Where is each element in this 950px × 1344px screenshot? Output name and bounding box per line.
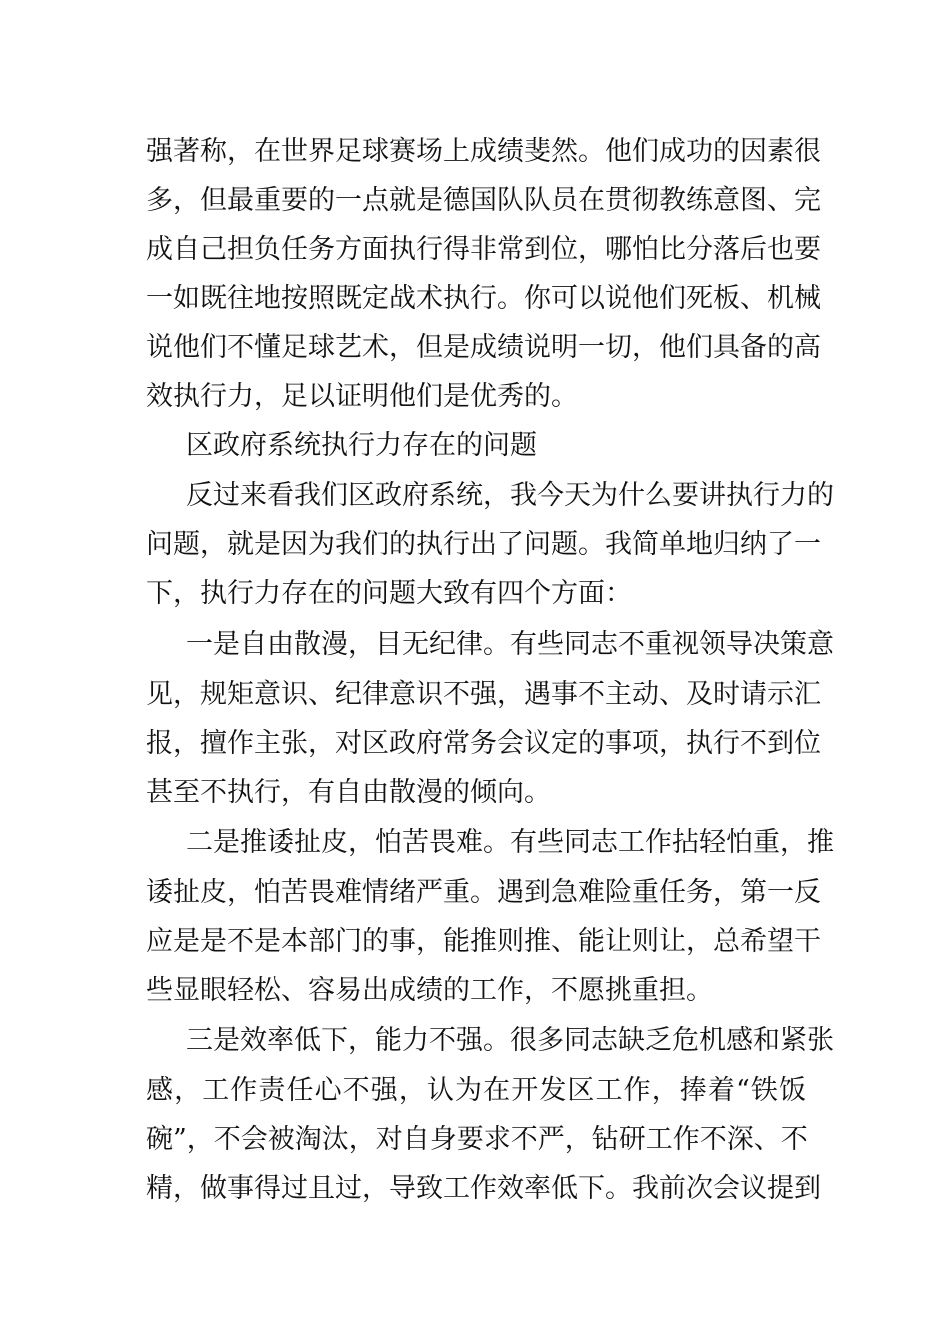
- text-line: 一是自由散漫，目无纪律。有些同志不重视领导决策意: [186, 629, 834, 660]
- text-line: 效执行力，足以证明他们是优秀的。: [146, 381, 578, 412]
- text-line: 一如既往地按照既定战术执行。你可以说他们死板、机械: [146, 283, 821, 314]
- text-line: 甚至不执行，有自由散漫的倾向。: [146, 777, 551, 808]
- text-line: 精，做事得过且过，导致工作效率低下。我前次会议提到: [146, 1173, 821, 1204]
- text-line: 碗”，不会被淘汰，对自身要求不严，钻研工作不深、不: [146, 1124, 808, 1155]
- text-line: 报，擅作主张，对区政府常务会议定的事项，执行不到位: [146, 728, 821, 759]
- text-line: 见，规矩意识、纪律意识不强，遇事不主动、及时请示汇: [146, 679, 821, 710]
- text-line: 些显眼轻松、容易出成绩的工作，不愿挑重担。: [146, 975, 713, 1006]
- text-line: 问题，就是因为我们的执行出了问题。我简单地归纳了一: [146, 529, 821, 560]
- text-line: 说他们不懂足球艺术，但是成绩说明一切，他们具备的高: [146, 332, 821, 363]
- text-line: 二是推诿扯皮，怕苦畏难。有些同志工作拈轻怕重，推: [186, 827, 834, 858]
- text-line: 强著称，在世界足球赛场上成绩斐然。他们成功的因素很: [146, 136, 821, 167]
- text-line: 感，工作责任心不强，认为在开发区工作，捧着“铁饭: [146, 1075, 806, 1106]
- text-line: 成自己担负任务方面执行得非常到位，哪怕比分落后也要: [146, 234, 821, 265]
- text-line: 多，但最重要的一点就是德国队队员在贯彻教练意图、完: [146, 185, 821, 216]
- text-line: 三是效率低下，能力不强。很多同志缺乏危机感和紧张: [186, 1025, 834, 1056]
- text-line: 下，执行力存在的问题大致有四个方面：: [146, 578, 632, 609]
- text-line: 反过来看我们区政府系统，我今天为什么要讲执行力的: [186, 480, 834, 511]
- section-heading-text: 区政府系统执行力存在的问题: [186, 430, 537, 461]
- text-line: 应是是不是本部门的事，能推则推、能让则让，总希望干: [146, 926, 821, 957]
- text-line: 诿扯皮，怕苦畏难情绪严重。遇到急难险重任务，第一反: [146, 877, 821, 908]
